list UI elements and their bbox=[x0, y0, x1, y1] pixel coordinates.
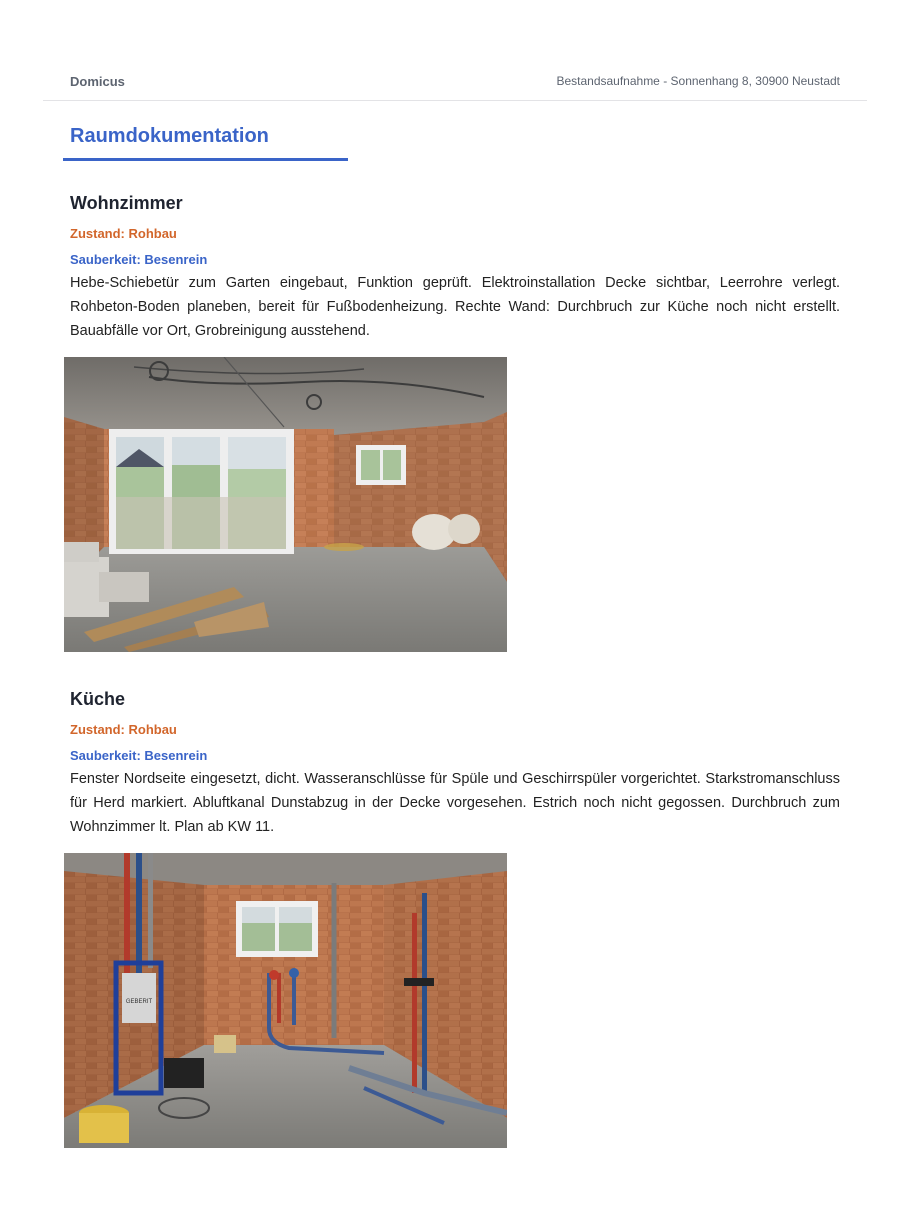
room-section-wohnzimmer bbox=[70, 192, 840, 343]
cleanliness-label: Sauberkeit: Besenrein bbox=[70, 748, 208, 763]
room-title: Küche bbox=[70, 689, 126, 709]
brand-name: Domicus bbox=[70, 74, 125, 89]
condition-label: Zustand: Rohbau bbox=[70, 722, 177, 737]
room-description: Hebe-Schiebetür zum Garten eingebaut, Funktion geprüft. Elektroinstallation Decke sichtbar, Leerrohre verlegt. Rohbeton-Boden planeben, bereit für Fußbodenheizung. Rechte Wand: Durchbruch zur Küche noch nicht erstellt. Bauabfälle vor Ort, Grobreinigung ausstehend. bbox=[70, 275, 840, 339]
room-title: Wohnzimmer bbox=[70, 193, 183, 213]
condition-label: Zustand: Rohbau bbox=[70, 226, 177, 241]
document-subject: Bestandsaufnahme - Sonnenhang 8, 30900 Neustadt bbox=[556, 74, 840, 88]
room-description: Fenster Nordseite eingesetzt, dicht. Wasseranschlüsse für Spüle und Geschirrspüler vorgerichtet. Starkstromanschluss für Herd markiert. Abluftkanal Dunstabzug in der Decke vorgesehen. Estrich noch nicht gegossen. Durchbruch zum Wohnzimmer lt. Plan ab KW 11. bbox=[70, 771, 840, 835]
geberit-logo: GEBERIT bbox=[125, 999, 153, 1005]
room-section-kueche bbox=[70, 688, 840, 839]
page-title: Raumdokumentation bbox=[70, 125, 269, 147]
room-photo-wohnzimmer bbox=[64, 357, 507, 652]
room-photo-kueche bbox=[64, 853, 507, 1148]
page-header bbox=[43, 0, 867, 101]
title-underline bbox=[63, 158, 348, 161]
cleanliness-label: Sauberkeit: Besenrein bbox=[70, 252, 208, 267]
kitchen-construction-photo bbox=[64, 853, 507, 1148]
living-room-construction-photo bbox=[64, 357, 507, 652]
